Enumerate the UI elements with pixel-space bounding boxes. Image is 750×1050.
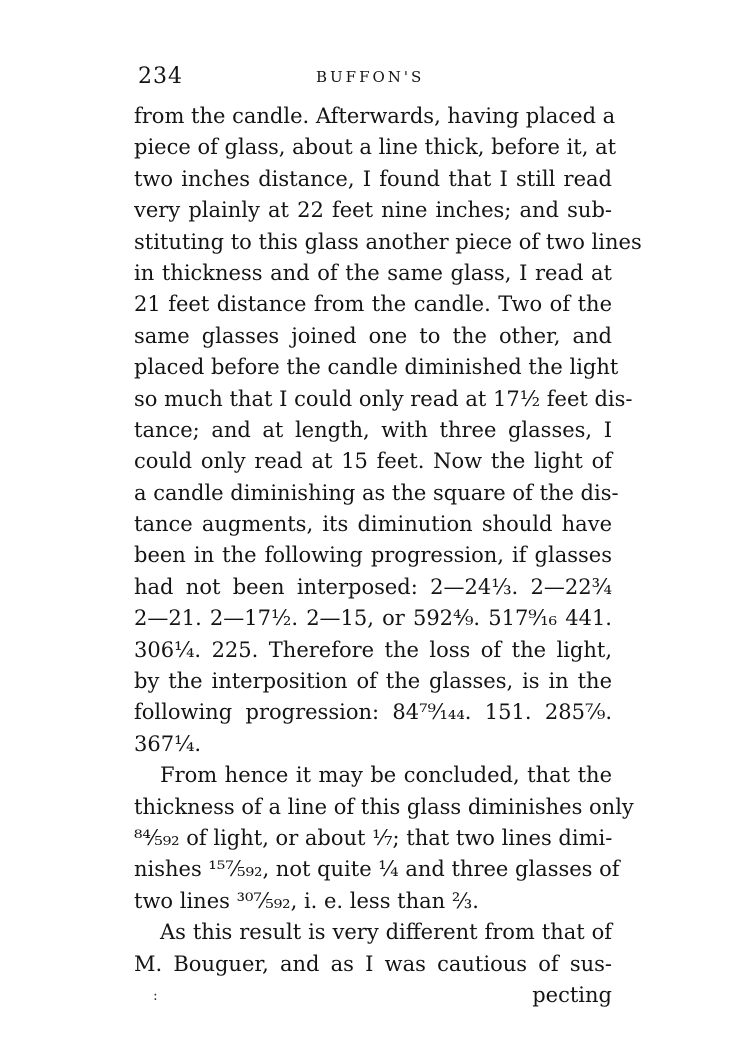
text-line: M. Bouguer, and as I was cautious of sus- (134, 951, 612, 976)
text-line: 306¼. 225. Therefore the loss of the light, (134, 637, 612, 662)
text-line: nishes ¹⁵⁷⁄₅₉₂, not quite ¼ and three glasses of (134, 857, 620, 882)
text-line: two lines ³⁰⁷⁄₅₉₂, i. e. less than ⅔. (134, 888, 479, 913)
text-line: placed before the candle diminished the light (134, 355, 619, 380)
text-line: could only read at 15 feet. Now the light of (134, 449, 612, 474)
text-line: tance augments, its diminution should have (134, 512, 612, 537)
text-line: stituting to this glass another piece of two lines (134, 229, 642, 254)
text-line: 367¼. (134, 731, 202, 756)
page-header (138, 64, 608, 94)
text-line: by the interposition of the glasses, is in the (134, 669, 612, 694)
text-line: As this result is very different from that of (160, 920, 612, 945)
text-line: 2—21. 2—17½. 2—15, or 592⁴⁄₉. 517⁹⁄₁₆ 441. (134, 606, 612, 631)
text-line: a candle diminishing as the square of the dis- (134, 480, 619, 505)
text-line: 21 feet distance from the candle. Two of the (134, 292, 612, 317)
text-line: in thickness and of the same glass, I read at (134, 260, 612, 285)
text-line: piece of glass, about a line thick, before it, at (134, 135, 617, 160)
text-line: been in the following progression, if glasses (134, 543, 612, 568)
text-line: very plainly at 22 feet nine inches; and sub- (134, 198, 612, 223)
text-line: had not been interposed: 2—24⅓. 2—22¾ (134, 574, 612, 599)
text-line: following progression: 84⁷⁹⁄₁₄₄. 151. 285⁷⁄₉. (134, 700, 612, 725)
running-head: BUFFON'S (316, 68, 425, 86)
body-text (134, 101, 642, 1011)
text-line: from the candle. Afterwards, having placed a (134, 104, 616, 128)
text-line: tance; and at length, with three glasses, I (134, 417, 612, 442)
text-line: ⁸⁴⁄₅₉₂ of light, or about ⅐; that two lines dimi- (134, 825, 613, 850)
page-number: 234 (138, 64, 183, 89)
text-line: same glasses joined one to the other, and (134, 323, 612, 348)
text-line: thickness of a line of this glass diminishes only (134, 794, 634, 819)
text-line: two inches distance, I found that I still read (134, 166, 612, 191)
text-line: so much that I could only read at 17½ feet dis- (134, 386, 633, 411)
catchword: pecting (532, 982, 612, 1007)
text-line: From hence it may be concluded, that the (160, 763, 612, 788)
margin-mark: : (153, 988, 158, 1004)
